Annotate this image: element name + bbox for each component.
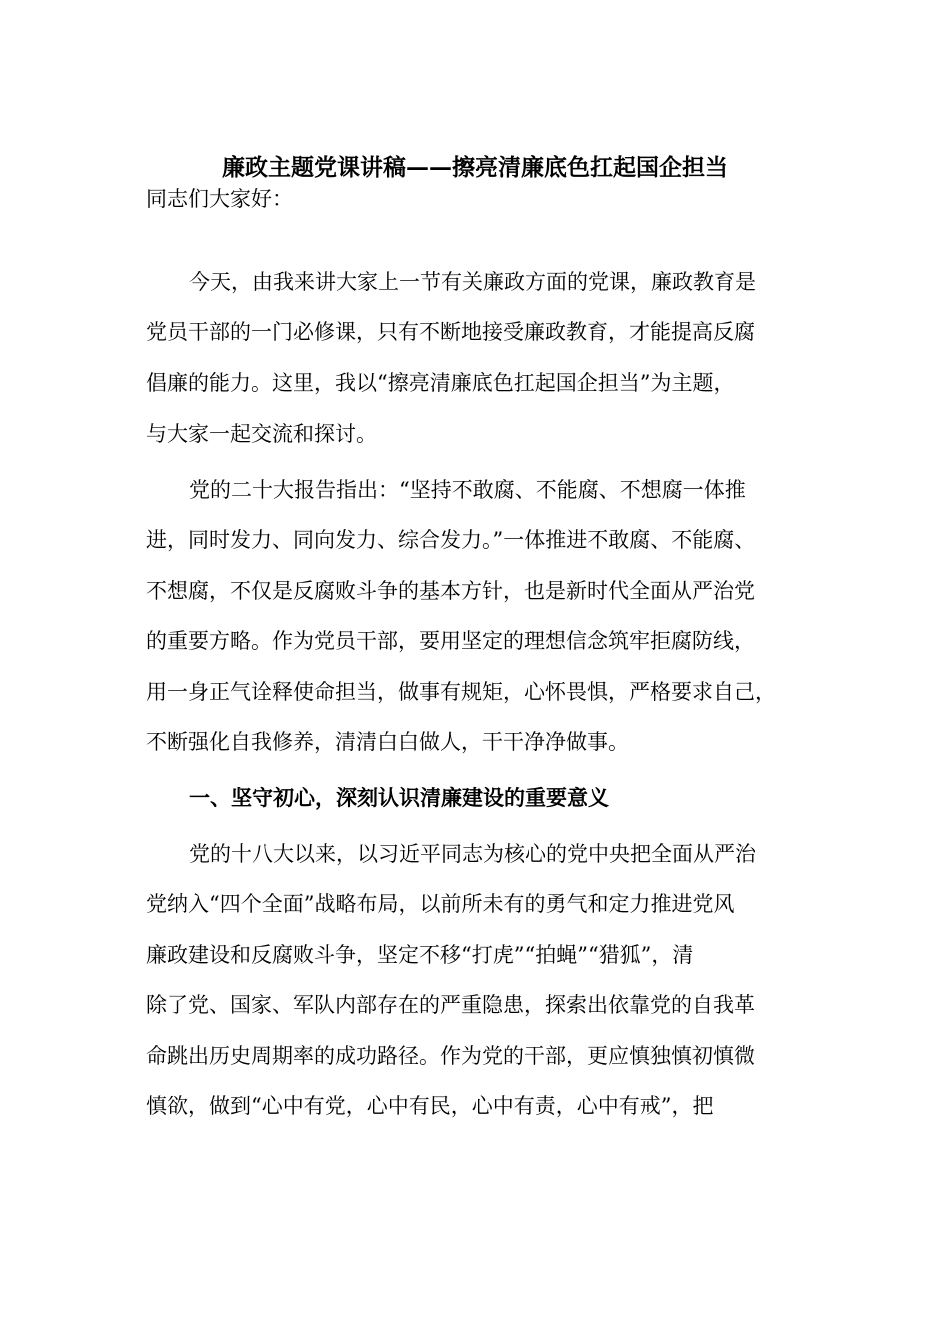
paragraph-2-line-6: 不断强化自我修养，清清白白做人，干干净净做事。 xyxy=(146,730,629,754)
paragraph-1-line-3: 倡廉的能力。这里，我以“擦亮清廉底色扛起国企担当”为主题， xyxy=(146,371,735,395)
paragraph-2-line-2: 进，同时发力、同向发力、综合发力。”一体推进不敢腐、不能腐、 xyxy=(146,528,756,552)
section-paragraph-line-6: 慎欲，做到“心中有党，心中有民，心中有责，心中有戒”，把 xyxy=(146,1094,714,1118)
paragraph-2-line-4: 的重要方略。作为党员干部，要用坚定的理想信念筑牢拒腐防线， xyxy=(146,629,755,653)
paragraph-2-line-3: 不想腐，不仅是反腐败斗争的基本方针，也是新时代全面从严治党 xyxy=(146,579,755,603)
section-paragraph-line-3: 廉政建设和反腐败斗争，坚定不移“打虎”“拍蝇”“猎狐”，清 xyxy=(146,943,694,967)
greeting: 同志们大家好： xyxy=(146,187,293,211)
section-paragraph-line-5: 命跳出历史周期率的成功路径。作为党的干部，更应慎独慎初慎微 xyxy=(146,1044,755,1068)
paragraph-1-line-1: 今天，由我来讲大家上一节有关廉政方面的党课，廉政教育是 xyxy=(189,270,756,294)
paragraph-1-line-4: 与大家一起交流和探讨。 xyxy=(146,422,377,446)
section-paragraph-line-1: 党的十八大以来，以习近平同志为核心的党中央把全面从严治 xyxy=(189,842,756,866)
section-heading: 一、坚守初心，深刻认识清廉建设的重要意义 xyxy=(189,785,609,810)
paragraph-2-line-5: 用一身正气诠释使命担当，做事有规矩，心怀畏惧，严格要求自己， xyxy=(146,680,776,704)
section-paragraph-line-2: 党纳入“四个全面”战略布局，以前所未有的勇气和定力推进党风 xyxy=(146,892,735,916)
section-paragraph-line-4: 除了党、国家、军队内部存在的严重隐患，探索出依靠党的自我革 xyxy=(146,993,755,1017)
paragraph-2-line-1: 党的二十大报告指出：“坚持不敢腐、不能腐、不想腐一体推 xyxy=(189,478,746,502)
paragraph-1-line-2: 党员干部的一门必修课，只有不断地接受廉政教育，才能提高反腐 xyxy=(146,320,755,344)
document-title: 廉政主题党课讲稿——擦亮清廉底色扛起国企担当 xyxy=(222,154,728,181)
